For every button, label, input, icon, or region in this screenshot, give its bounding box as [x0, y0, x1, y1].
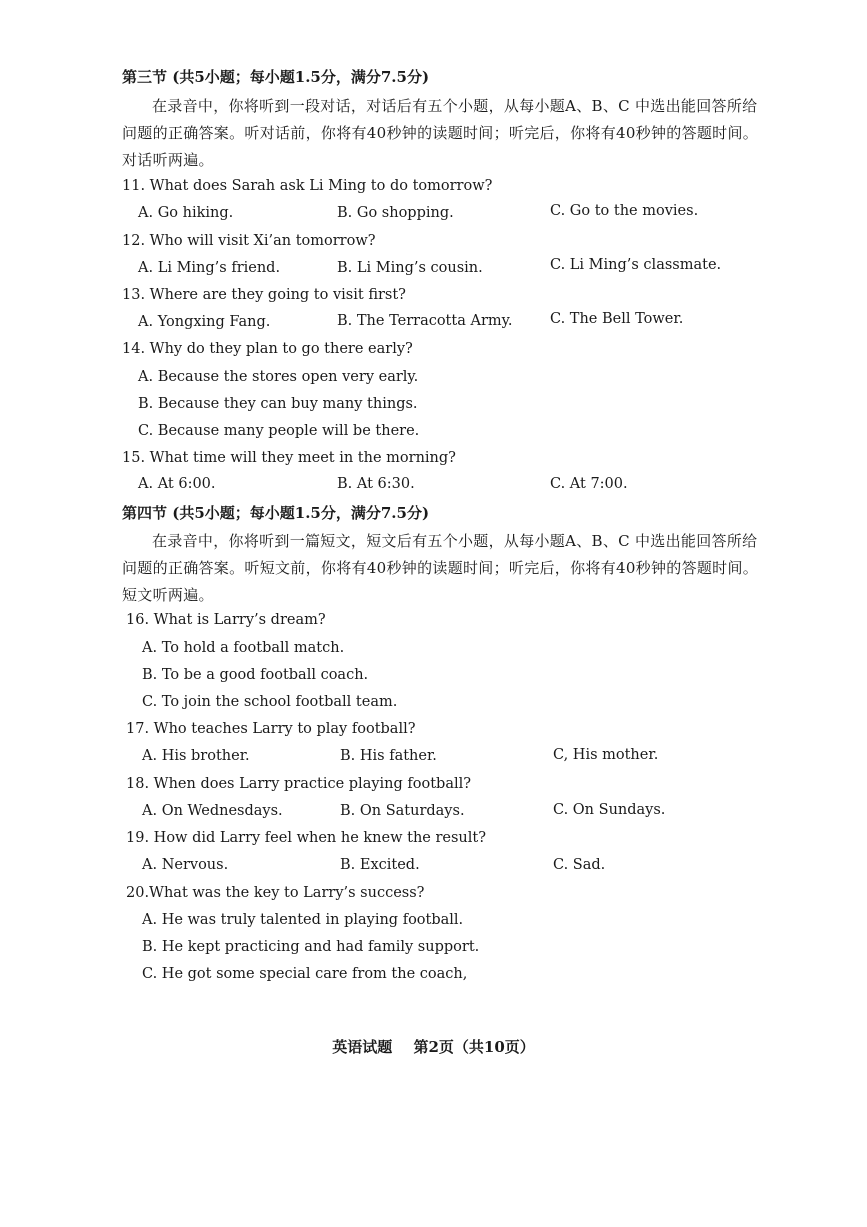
q20-option-b: B. He kept practicing and had family support.	[142, 939, 480, 955]
question-17: 17. Who teaches Larry to play football?	[126, 721, 416, 737]
q19-option-a: A. Nervous.	[142, 857, 229, 873]
q16-option-a: A. To hold a football match.	[142, 640, 345, 656]
question-13: 13. Where are they going to visit first?	[122, 287, 406, 303]
q17-option-b: B. His father.	[340, 748, 437, 764]
q16-option-c: C. To join the school football team.	[142, 694, 398, 710]
q19-option-c: C. Sad.	[553, 857, 606, 873]
q17-option-a: A. His brother.	[142, 748, 250, 764]
question-18: 18. When does Larry practice playing football?	[126, 776, 472, 792]
q20-option-a: A. He was truly talented in playing football.	[142, 912, 464, 928]
q11-option-c: C. Go to the movies.	[550, 203, 699, 219]
section3-instruction-line3: 对话听两遍。	[122, 151, 214, 169]
q11-option-a: A. Go hiking.	[138, 205, 234, 221]
footer-page-number: 第2页（共10页）	[413, 1038, 535, 1056]
q18-option-c: C. On Sundays.	[553, 802, 666, 818]
question-20: 20.What was the key to Larry’s success?	[126, 885, 425, 901]
q15-option-a: A. At 6:00.	[138, 476, 216, 492]
q19-option-b: B. Excited.	[340, 857, 420, 873]
q11-option-b: B. Go shopping.	[337, 205, 454, 221]
question-16: 16. What is Larry’s dream?	[126, 612, 326, 628]
q18-option-a: A. On Wednesdays.	[142, 803, 283, 819]
q13-option-a: A. Yongxing Fang.	[138, 314, 271, 330]
section4-title: 第四节 (共5小题；每小题1.5分，满分7.5分)	[122, 504, 430, 522]
question-19: 19. How did Larry feel when he knew the result?	[126, 830, 487, 846]
q17-option-c: C, His mother.	[553, 747, 659, 763]
q14-option-b: B. Because they can buy many things.	[138, 396, 418, 412]
footer-subject: 英语试题	[332, 1038, 393, 1056]
q20-option-c: C. He got some special care from the coach,	[142, 966, 468, 982]
page-footer	[0, 1036, 867, 1057]
question-14: 14. Why do they plan to go there early?	[122, 341, 413, 357]
section3-instruction-line2: 问题的正确答案。听对话前，你将有40秒钟的读题时间；听完后，你将有40秒钟的答题时间。	[122, 124, 759, 142]
section3-title: 第三节 (共5小题；每小题1.5分，满分7.5分)	[122, 68, 430, 86]
section3-instruction-line1: 在录音中，你将听到一段对话，对话后有五个小题，从每小题A、B、C 中选出能回答所给	[152, 97, 758, 115]
question-12: 12. Who will visit Xi’an tomorrow?	[122, 233, 376, 249]
q13-option-c: C. The Bell Tower.	[550, 311, 684, 327]
q14-option-a: A. Because the stores open very early.	[138, 369, 419, 385]
q12-option-c: C. Li Ming’s classmate.	[550, 257, 722, 273]
section4-instruction-line1: 在录音中，你将听到一篇短文，短文后有五个小题，从每小题A、B、C 中选出能回答所给	[152, 532, 758, 550]
q14-option-c: C. Because many people will be there.	[138, 423, 420, 439]
q15-option-b: B. At 6:30.	[337, 476, 415, 492]
q13-option-b: B. The Terracotta Army.	[337, 313, 513, 329]
question-11: 11. What does Sarah ask Li Ming to do tomorrow?	[122, 178, 493, 194]
q15-option-c: C. At 7:00.	[550, 476, 628, 492]
q16-option-b: B. To be a good football coach.	[142, 667, 369, 683]
q18-option-b: B. On Saturdays.	[340, 803, 465, 819]
section4-instruction-line3: 短文听两遍。	[122, 586, 214, 604]
question-15: 15. What time will they meet in the morning?	[122, 450, 456, 466]
q12-option-a: A. Li Ming’s friend.	[138, 260, 281, 276]
section4-instruction-line2: 问题的正确答案。听短文前，你将有40秒钟的读题时间；听完后，你将有40秒钟的答题时间。	[122, 559, 759, 577]
q12-option-b: B. Li Ming’s cousin.	[337, 260, 483, 276]
